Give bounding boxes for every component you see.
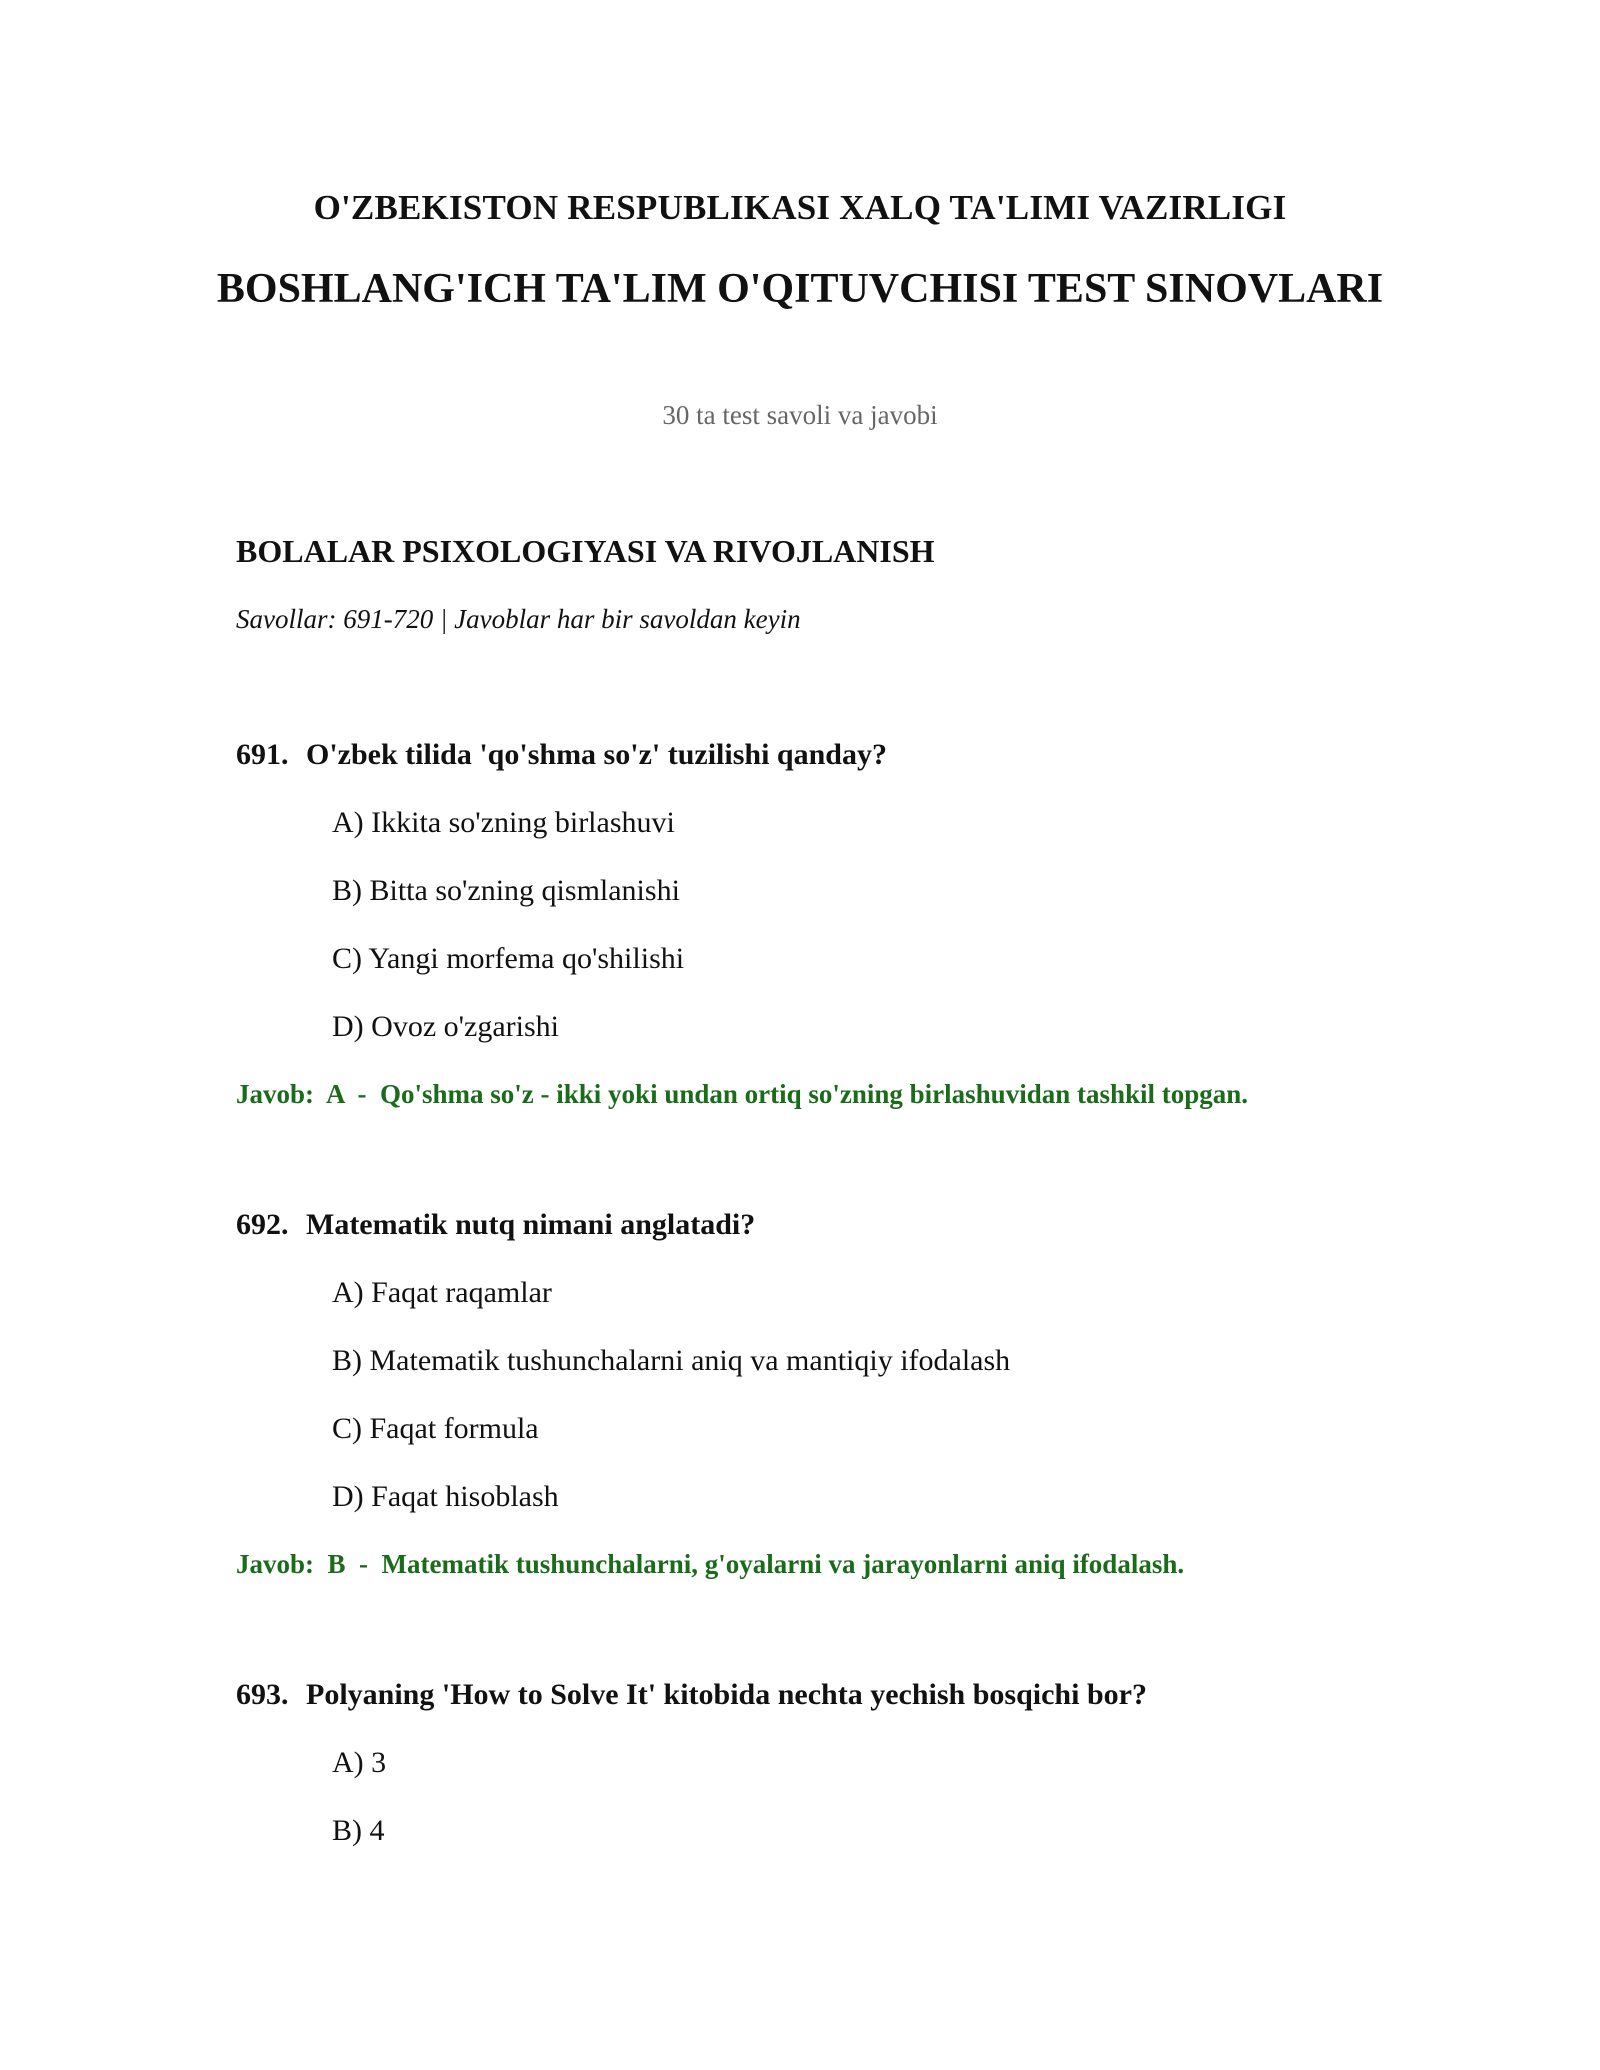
question-text: Matematik nutq nimani anglatadi? xyxy=(306,1208,756,1241)
option-b: B) Bitta so'zning qismlanishi xyxy=(332,874,680,907)
option-d: D) Faqat hisoblash xyxy=(332,1480,559,1513)
section-title: BOLALAR PSIXOLOGIYASI VA RIVOJLANISH xyxy=(236,533,935,569)
question-693 xyxy=(236,1678,1147,1712)
option-a: A) Faqat raqamlar xyxy=(332,1276,552,1309)
option-c: C) Faqat formula xyxy=(332,1412,539,1445)
option-b: B) 4 xyxy=(332,1814,385,1847)
answer-line: Javob: A - Qo'shma so'z - ikki yoki undan ortiq so'zning birlashuvidan tashkil topgan. xyxy=(236,1079,1249,1109)
question-692 xyxy=(236,1208,755,1242)
document-subtitle: 30 ta test savoli va javobi xyxy=(662,400,938,430)
answer-line: Javob: B - Matematik tushunchalarni, g'oyalarni va jarayonlarni aniq ifodalash. xyxy=(236,1549,1185,1579)
option-c: C) Yangi morfema qo'shilishi xyxy=(332,942,685,975)
question-text: Polyaning 'How to Solve It' kitobida nechta yechish bosqichi bor? xyxy=(306,1678,1147,1711)
document-title: BOSHLANG'ICH TA'LIM O'QITUVCHISI TEST SINOVLARI xyxy=(216,266,1384,312)
question-number: 693. xyxy=(236,1678,289,1711)
option-a: A) Ikkita so'zning birlashuvi xyxy=(332,806,675,839)
question-text: O'zbek tilida 'qo'shma so'z' tuzilishi qanday? xyxy=(306,738,887,771)
question-number: 692. xyxy=(236,1208,289,1241)
option-b: B) Matematik tushunchalarni aniq va mantiqiy ifodalash xyxy=(332,1344,1011,1377)
question-number: 691. xyxy=(236,738,289,771)
question-691 xyxy=(236,738,887,772)
section-info: Savollar: 691-720 | Javoblar har bir savoldan keyin xyxy=(236,604,801,634)
option-a: A) 3 xyxy=(332,1746,387,1779)
option-d: D) Ovoz o'zgarishi xyxy=(332,1010,560,1043)
ministry-heading: O'ZBEKISTON RESPUBLIKASI XALQ TA'LIMI VAZIRLIGI xyxy=(313,188,1287,227)
